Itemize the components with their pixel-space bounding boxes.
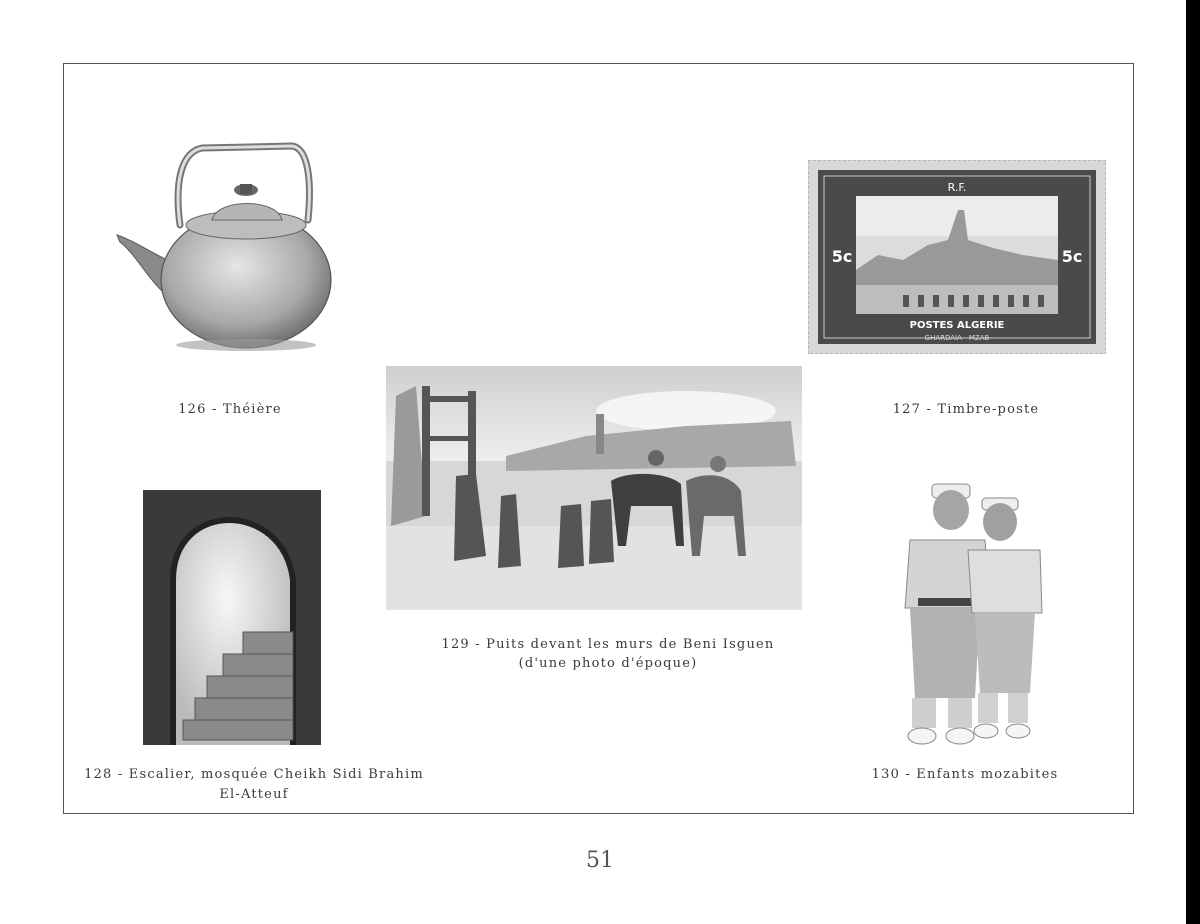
page-number: 51 (586, 848, 614, 873)
stamp-under-text: GHARDAIA - MZAB (924, 334, 990, 342)
child-right (968, 498, 1042, 738)
stamp-bottom-text: POSTES ALGERIE (909, 320, 1005, 331)
caption-stair-line2: El-Atteuf (219, 787, 289, 802)
caption-teapot: 126 - Théière (178, 402, 282, 417)
caption-children: 130 - Enfants mozabites (871, 767, 1059, 782)
caption-stamp: 127 - Timbre-poste (892, 402, 1040, 417)
caption-stair-line1: 128 - Escalier, mosquée Cheikh Sidi Brahim (84, 767, 424, 782)
teapot-illustration (112, 140, 337, 355)
caption-well-line2: (d'une photo d'époque) (518, 656, 698, 671)
stamp-top-text: R.F. (947, 181, 967, 194)
well-photo (386, 366, 802, 610)
stamp-value-right: 5c (1061, 247, 1083, 266)
children-photo (890, 478, 1050, 753)
staircase-photo (143, 490, 321, 745)
page-edge-bar (1186, 0, 1200, 924)
stamp-value-left: 5c (831, 247, 853, 266)
postage-stamp-illustration (808, 160, 1106, 354)
caption-well-line1: 129 - Puits devant les murs de Beni Isguen (441, 637, 775, 652)
